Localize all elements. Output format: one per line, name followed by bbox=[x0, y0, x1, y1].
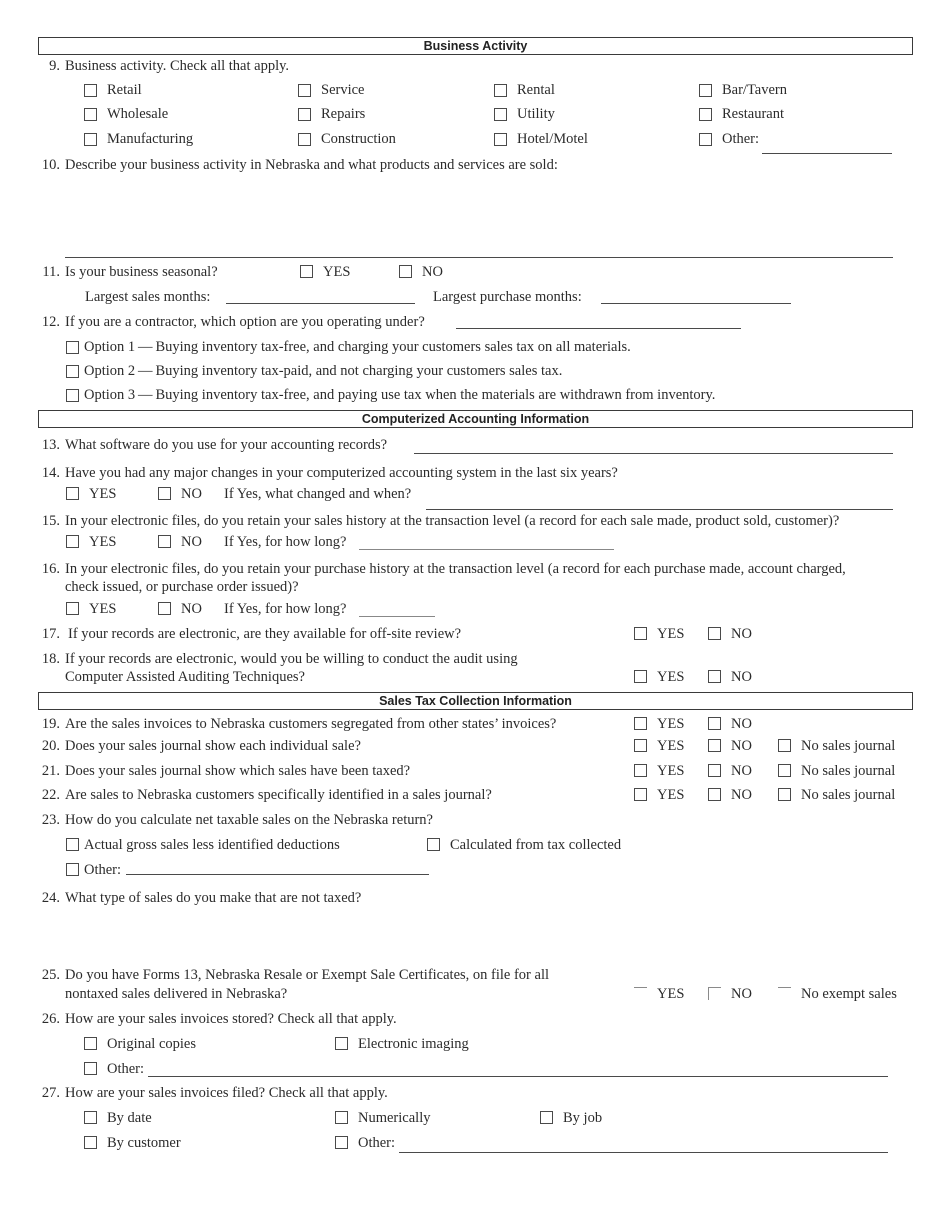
q20-number: 20. bbox=[41, 738, 60, 754]
electronic-imaging-label: Electronic imaging bbox=[358, 1036, 469, 1052]
q16-text-line1: In your electronic files, do you retain your purchase history at the transaction level (a record for each purchase made, account charged, bbox=[65, 561, 846, 577]
service-label: Service bbox=[321, 82, 365, 98]
q12-number: 12. bbox=[41, 314, 60, 330]
seasonal-no-label: NO bbox=[422, 264, 443, 280]
q15-number: 15. bbox=[41, 513, 60, 529]
q18-text-line1: If your records are electronic, would you be willing to conduct the audit using bbox=[65, 651, 518, 667]
contractor-option-input-line[interactable] bbox=[456, 328, 741, 329]
q15-duration-input-line[interactable] bbox=[359, 549, 614, 550]
q15-yes-checkbox[interactable] bbox=[66, 535, 79, 548]
q26-text: How are your sales invoices stored? Check all that apply. bbox=[65, 1011, 397, 1027]
numerically-checkbox[interactable] bbox=[335, 1111, 348, 1124]
q20-yes-checkbox[interactable] bbox=[634, 739, 647, 752]
service-checkbox[interactable] bbox=[298, 84, 311, 97]
q19-text: Are the sales invoices to Nebraska customers segregated from other states’ invoices? bbox=[65, 716, 557, 732]
q25-no-exempt-label: No exempt sales bbox=[801, 986, 897, 1002]
calculated-from-tax-checkbox[interactable] bbox=[427, 838, 440, 851]
q18-no-label: NO bbox=[731, 669, 752, 685]
q19-number: 19. bbox=[41, 716, 60, 732]
restaurant-checkbox[interactable] bbox=[699, 108, 712, 121]
wholesale-label: Wholesale bbox=[107, 106, 169, 122]
retail-label: Retail bbox=[107, 82, 142, 98]
q20-yes-label: YES bbox=[657, 738, 685, 754]
q18-text-line2: Computer Assisted Auditing Techniques? bbox=[65, 669, 305, 685]
q14-no-checkbox[interactable] bbox=[158, 487, 171, 500]
q23-other-checkbox[interactable] bbox=[66, 863, 79, 876]
q22-yes-checkbox[interactable] bbox=[634, 788, 647, 801]
construction-label: Construction bbox=[321, 131, 396, 147]
q20-no-journal-checkbox[interactable] bbox=[778, 739, 791, 752]
q13-text: What software do you use for your accounting records? bbox=[65, 437, 388, 453]
q16-followup-label: If Yes, for how long? bbox=[224, 601, 347, 617]
q23-text: How do you calculate net taxable sales on the Nebraska return? bbox=[65, 812, 433, 828]
q19-no-checkbox[interactable] bbox=[708, 717, 721, 730]
option-3-label: Option 3 — Buying inventory tax-free, and paying use tax when the materials are withdrawn from inventory. bbox=[84, 387, 716, 403]
q21-number: 21. bbox=[41, 763, 60, 779]
q21-text: Does your sales journal show which sales have been taxed? bbox=[65, 763, 411, 779]
q10-number: 10. bbox=[41, 157, 60, 173]
q25-yes-label: YES bbox=[657, 986, 685, 1002]
calculated-from-tax-label: Calculated from tax collected bbox=[450, 837, 622, 853]
option-2-label: Option 2 — Buying inventory tax-paid, and not charging your customers sales tax. bbox=[84, 363, 563, 379]
repairs-checkbox[interactable] bbox=[298, 108, 311, 121]
q26-other-label: Other: bbox=[107, 1061, 145, 1077]
q14-text: Have you had any major changes in your computerized accounting system in the last six years? bbox=[65, 465, 618, 481]
q26-other-checkbox[interactable] bbox=[84, 1062, 97, 1075]
q21-no-journal-checkbox[interactable] bbox=[778, 764, 791, 777]
actual-gross-checkbox[interactable] bbox=[66, 838, 79, 851]
q22-text: Are sales to Nebraska customers specifically identified in a sales journal? bbox=[65, 787, 492, 803]
section-header-business-activity: Business Activity bbox=[38, 37, 913, 55]
q17-text: If your records are electronic, are they available for off-site review? bbox=[68, 626, 462, 642]
restaurant-label: Restaurant bbox=[722, 106, 785, 122]
q25-no-exempt-checkbox[interactable] bbox=[778, 987, 791, 1000]
seasonal-no-checkbox[interactable] bbox=[399, 265, 412, 278]
q27-text: How are your sales invoices filed? Check all that apply. bbox=[65, 1085, 388, 1101]
q21-yes-label: YES bbox=[657, 763, 685, 779]
q25-text-line1: Do you have Forms 13, Nebraska Resale or Exempt Sale Certificates, on file for all bbox=[65, 967, 550, 983]
q26-other-input-line[interactable] bbox=[148, 1076, 888, 1077]
q22-no-label: NO bbox=[731, 787, 752, 803]
construction-checkbox[interactable] bbox=[298, 133, 311, 146]
q19-no-label: NO bbox=[731, 716, 752, 732]
q10-answer-line[interactable] bbox=[65, 257, 893, 258]
utility-checkbox[interactable] bbox=[494, 108, 507, 121]
q13-number: 13. bbox=[41, 437, 60, 453]
section-header-computerized-accounting: Computerized Accounting Information bbox=[38, 410, 913, 428]
q23-other-input-line[interactable] bbox=[126, 874, 429, 875]
q18-yes-label: YES bbox=[657, 669, 685, 685]
original-copies-checkbox[interactable] bbox=[84, 1037, 97, 1050]
q20-text: Does your sales journal show each individual sale? bbox=[65, 738, 361, 754]
q22-no-journal-checkbox[interactable] bbox=[778, 788, 791, 801]
q14-yes-label: YES bbox=[89, 486, 117, 502]
wholesale-checkbox[interactable] bbox=[84, 108, 97, 121]
largest-sales-input-line[interactable] bbox=[226, 303, 415, 304]
q19-yes-checkbox[interactable] bbox=[634, 717, 647, 730]
q16-number: 16. bbox=[41, 561, 60, 577]
q26-number: 26. bbox=[41, 1011, 60, 1027]
q15-no-checkbox[interactable] bbox=[158, 535, 171, 548]
by-customer-checkbox[interactable] bbox=[84, 1136, 97, 1149]
q16-no-checkbox[interactable] bbox=[158, 602, 171, 615]
q21-yes-checkbox[interactable] bbox=[634, 764, 647, 777]
q14-no-label: NO bbox=[181, 486, 202, 502]
q12-text: If you are a contractor, which option are you operating under? bbox=[65, 314, 425, 330]
q18-number: 18. bbox=[41, 651, 60, 667]
numerically-label: Numerically bbox=[358, 1110, 431, 1126]
q15-yes-label: YES bbox=[89, 534, 117, 550]
q25-yes-checkbox[interactable] bbox=[634, 987, 647, 1000]
manufacturing-label: Manufacturing bbox=[107, 131, 194, 147]
q14-number: 14. bbox=[41, 465, 60, 481]
original-copies-label: Original copies bbox=[107, 1036, 196, 1052]
other-activity-label: Other: bbox=[722, 131, 760, 147]
by-date-checkbox[interactable] bbox=[84, 1111, 97, 1124]
q18-no-checkbox[interactable] bbox=[708, 670, 721, 683]
bar-tavern-checkbox[interactable] bbox=[699, 84, 712, 97]
q16-text-line2: check issued, or purchase order issued)? bbox=[65, 579, 299, 595]
other-activity-checkbox[interactable] bbox=[699, 133, 712, 146]
q9-number: 9. bbox=[49, 58, 60, 74]
q15-text: In your electronic files, do you retain your sales history at the transaction level (a record for each sale made, product sold, customer)? bbox=[65, 513, 840, 529]
q24-text: What type of sales do you make that are not taxed? bbox=[65, 890, 362, 906]
seasonal-yes-label: YES bbox=[323, 264, 351, 280]
by-job-checkbox[interactable] bbox=[540, 1111, 553, 1124]
q19-yes-label: YES bbox=[657, 716, 685, 732]
q14-followup-label: If Yes, what changed and when? bbox=[224, 486, 412, 502]
q17-yes-label: YES bbox=[657, 626, 685, 642]
option-2-checkbox[interactable] bbox=[66, 365, 79, 378]
q10-text: Describe your business activity in Nebraska and what products and services are sold: bbox=[65, 157, 558, 173]
q14-yes-checkbox[interactable] bbox=[66, 487, 79, 500]
section-header-sales-tax-collection: Sales Tax Collection Information bbox=[38, 692, 913, 710]
option-1-checkbox[interactable] bbox=[66, 341, 79, 354]
by-job-label: By job bbox=[563, 1110, 603, 1126]
by-date-label: By date bbox=[107, 1110, 152, 1126]
seasonal-yes-checkbox[interactable] bbox=[300, 265, 313, 278]
q21-no-checkbox[interactable] bbox=[708, 764, 721, 777]
rental-checkbox[interactable] bbox=[494, 84, 507, 97]
q15-no-label: NO bbox=[181, 534, 202, 550]
by-customer-label: By customer bbox=[107, 1135, 181, 1151]
rental-label: Rental bbox=[517, 82, 555, 98]
q17-no-checkbox[interactable] bbox=[708, 627, 721, 640]
q22-yes-label: YES bbox=[657, 787, 685, 803]
largest-sales-label: Largest sales months: bbox=[85, 289, 211, 305]
option-1-label: Option 1 — Buying inventory tax-free, and charging your customers sales tax on all materials. bbox=[84, 339, 631, 355]
q18-yes-checkbox[interactable] bbox=[634, 670, 647, 683]
other-activity-input-line[interactable] bbox=[762, 153, 892, 154]
software-input-line[interactable] bbox=[414, 453, 893, 454]
q9-text: Business activity. Check all that apply. bbox=[65, 58, 290, 74]
q17-no-label: NO bbox=[731, 626, 752, 642]
q22-no-checkbox[interactable] bbox=[708, 788, 721, 801]
q16-no-label: NO bbox=[181, 601, 202, 617]
largest-purchase-input-line[interactable] bbox=[601, 303, 791, 304]
q21-no-label: NO bbox=[731, 763, 752, 779]
option-3-checkbox[interactable] bbox=[66, 389, 79, 402]
manufacturing-checkbox[interactable] bbox=[84, 133, 97, 146]
q24-number: 24. bbox=[41, 890, 60, 906]
bar-tavern-label: Bar/Tavern bbox=[722, 82, 788, 98]
q17-yes-checkbox[interactable] bbox=[634, 627, 647, 640]
q11-text: Is your business seasonal? bbox=[65, 264, 218, 280]
q23-other-label: Other: bbox=[84, 862, 122, 878]
q14-changes-input-line[interactable] bbox=[426, 509, 893, 510]
q25-number: 25. bbox=[41, 967, 60, 983]
q21-no-journal-label: No sales journal bbox=[801, 763, 896, 779]
q25-text-line2: nontaxed sales delivered in Nebraska? bbox=[65, 986, 288, 1002]
hotel-motel-checkbox[interactable] bbox=[494, 133, 507, 146]
q16-yes-checkbox[interactable] bbox=[66, 602, 79, 615]
electronic-imaging-checkbox[interactable] bbox=[335, 1037, 348, 1050]
q17-number: 17. bbox=[41, 626, 60, 642]
q27-other-checkbox[interactable] bbox=[335, 1136, 348, 1149]
q22-number: 22. bbox=[41, 787, 60, 803]
q15-followup-label: If Yes, for how long? bbox=[224, 534, 347, 550]
q27-number: 27. bbox=[41, 1085, 60, 1101]
actual-gross-label: Actual gross sales less identified deductions bbox=[84, 837, 340, 853]
q23-number: 23. bbox=[41, 812, 60, 828]
q25-no-checkbox[interactable] bbox=[708, 987, 721, 1000]
hotel-motel-label: Hotel/Motel bbox=[517, 131, 588, 147]
q20-no-checkbox[interactable] bbox=[708, 739, 721, 752]
q27-other-label: Other: bbox=[358, 1135, 396, 1151]
utility-label: Utility bbox=[517, 106, 555, 122]
q25-no-label: NO bbox=[731, 986, 752, 1002]
q27-other-input-line[interactable] bbox=[399, 1152, 888, 1153]
q11-number: 11. bbox=[42, 264, 60, 280]
q20-no-journal-label: No sales journal bbox=[801, 738, 896, 754]
retail-checkbox[interactable] bbox=[84, 84, 97, 97]
largest-purchase-label: Largest purchase months: bbox=[433, 289, 582, 305]
q16-duration-input-line[interactable] bbox=[359, 616, 435, 617]
q22-no-journal-label: No sales journal bbox=[801, 787, 896, 803]
q20-no-label: NO bbox=[731, 738, 752, 754]
repairs-label: Repairs bbox=[321, 106, 366, 122]
q16-yes-label: YES bbox=[89, 601, 117, 617]
